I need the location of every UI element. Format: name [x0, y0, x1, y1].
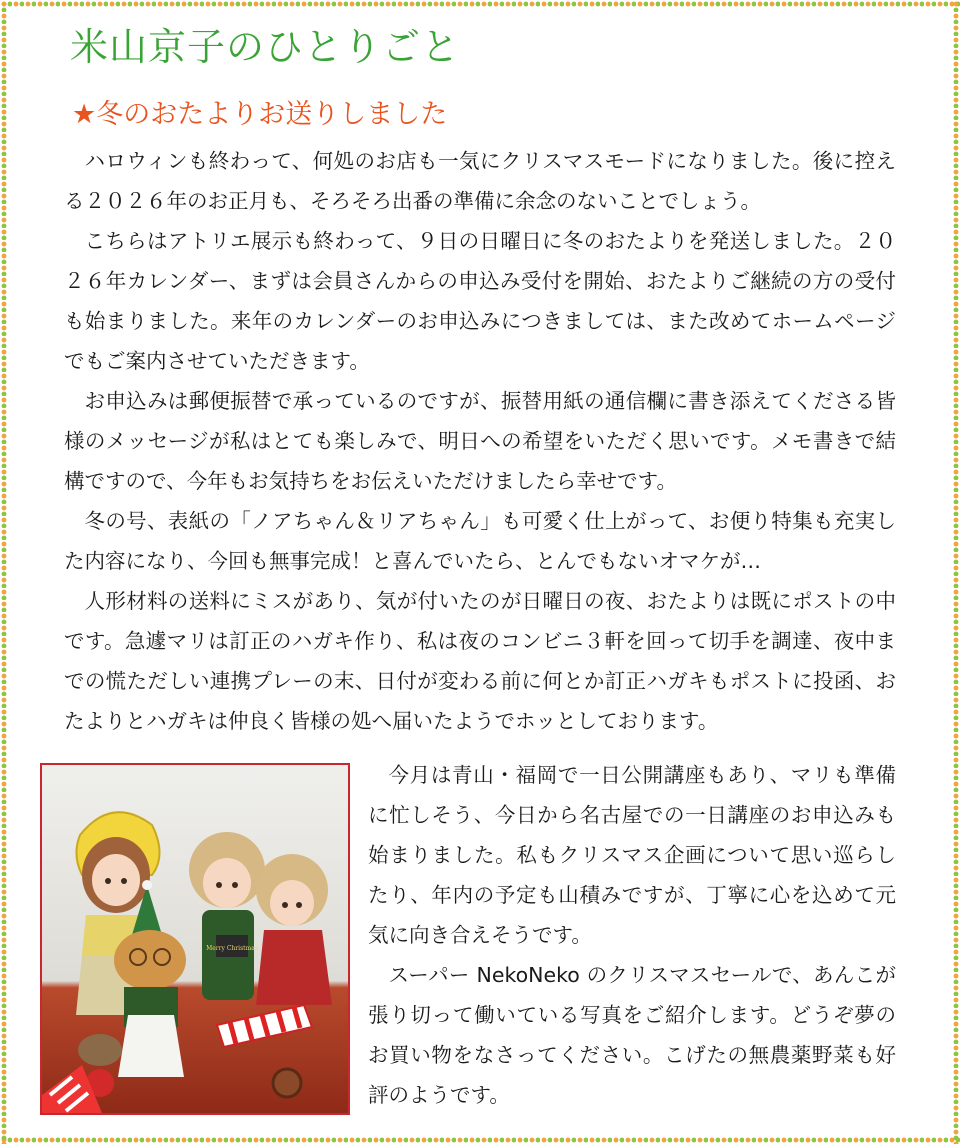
paragraph-public-lectures: 今月は青山・福岡で一日公開講座もあり、マリも準備に忙しそう、今日から名古屋での一日講座のお申込みも始まりました。私もクリスマス企画について思い巡らしたり、年内の予定も山積みですが、丁寧に心を込めて元気に向き合えそうです。 [368, 763, 896, 947]
page-title: 米山京子のひとりごと [70, 25, 461, 69]
paragraph-christmas-sale: スーパー NekoNeko のクリスマスセールで、あんこが張り切って働いている写真をご紹介します。どうぞ夢のお買い物をなさってください。こげたの無農薬野菜も好評のようです。 [368, 963, 896, 1107]
decorative-border-left [0, 0, 8, 1144]
decorative-border-right [952, 0, 960, 1144]
paragraph-new-year: ハロウィンも終わって、何処のお店も一気にクリスマスモードになりました。後に控える２０２６年のお正月も、そろそろ出番の準備に余念のないことでしょう。 [64, 149, 896, 213]
section-heading: ★冬のおたよりお送りしました [72, 99, 448, 130]
paragraph-postal-transfer: お申込みは郵便振替で承っているのですが、振替用紙の通信欄に書き添えてくださる皆様のメッセージが私はとても楽しみで、明日への希望をいただく思いです。メモ書きで結構ですので、今年もお気持ちをお伝えいただけましたら幸せです。 [64, 389, 896, 493]
dolls-illustration [42, 765, 348, 1113]
decorative-border-bottom [0, 1136, 960, 1144]
paragraph-newsletter-sent: こちらはアトリエ展示も終わって、９日の日曜日に冬のおたよりを発送しました。２０２６年カレンダー、まずは会員さんからの申込み受付を開始、おたよりご継続の方の受付も始まりました。来年のカレンダーのお申込みにつきましては、また改めてホームページでもご案内させていただきます。 [64, 229, 896, 373]
paragraph-winter-issue: 冬の号、表紙の「ノアちゃん＆リアちゃん」も可愛く仕上がって、お便り特集も充実した内容になり、今回も無事完成！と喜んでいたら、とんでもないオマケが… [64, 509, 896, 573]
christmas-dolls-photo [40, 763, 350, 1115]
paragraph-shipping-mistake: 人形材料の送料にミスがあり、気が付いたのが日曜日の夜、おたよりは既にポストの中です。急遽マリは訂正のハガキ作り、私は夜のコンビニ３軒を回って切手を調達、夜中までの慌ただしい連携プレーの末、日付が変わる前に何とか訂正ハガキもポストに投函、おたよりとハガキは仲良く皆様の処へ届いたようでホッとしております。 [64, 589, 896, 733]
decorative-border-top [0, 0, 960, 8]
merry-christmas-card-text: Merry Christmas [206, 945, 258, 952]
